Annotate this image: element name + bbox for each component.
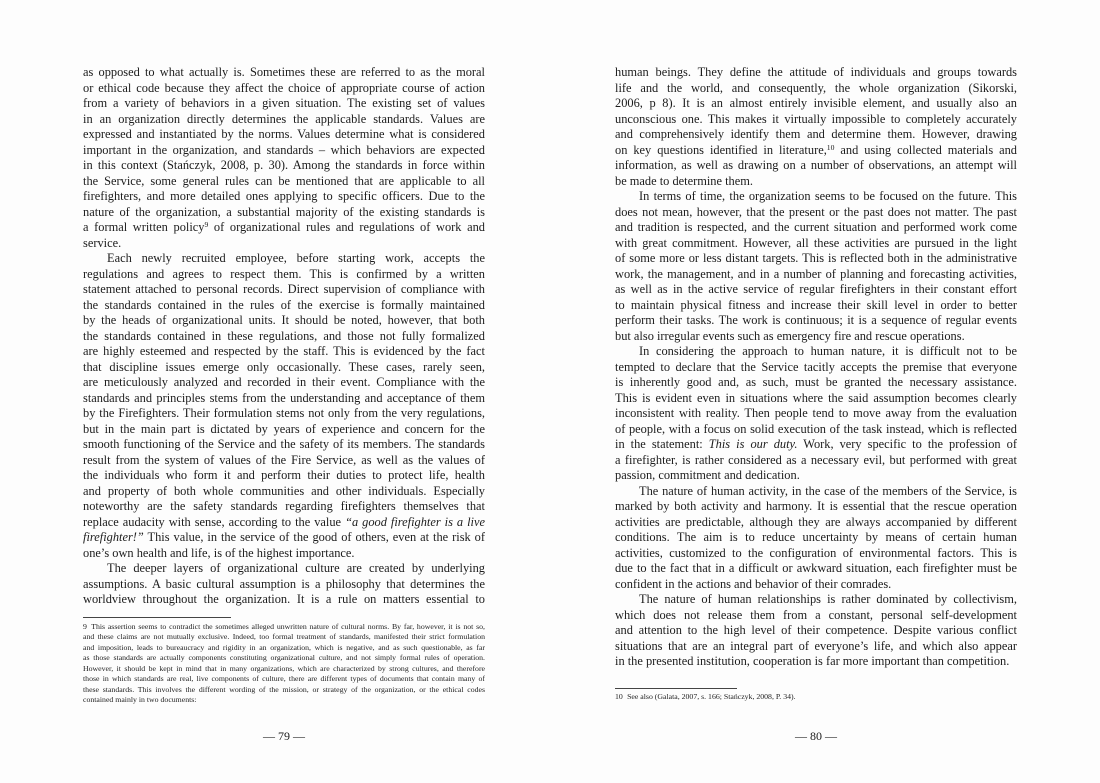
text-line: important in the organization, and standards – which behaviors are expected <box>83 142 485 157</box>
text-line: or ethical code because they affect the choice of appropriate course of action <box>83 80 485 95</box>
text-line: by the Firefighters. Their formulation stems not only from the very regulations, <box>83 406 485 420</box>
text-line: activities are predictable, although they are always accompanied by different <box>615 514 1017 529</box>
text-line: The deeper layers of organizational culture are created by underlying <box>107 561 485 575</box>
text-line: one’s own health and life, is of the highest importance. <box>83 545 355 560</box>
text-line: due to the fact that in a difficult or awkward situation, each firefighter must be <box>615 561 1017 575</box>
text-line: Each newly recruited employee, before starting work, accepts the <box>107 251 485 265</box>
footnote-line: those in which standards are real, live components of culture, there are different types of documents that contain many of <box>83 674 485 684</box>
text-line: as well as in the active service of regular firefighters in their constant effort <box>615 282 1017 296</box>
footnote-rule <box>83 617 231 618</box>
text-line: perform their tasks. The work is continuous; it is a sequence of regular events <box>615 313 1017 327</box>
footnote-marker: 9 <box>204 219 209 229</box>
text-line: in this context (Stańczyk, 2008, p. 30). Among the standards in force within <box>83 158 485 172</box>
text-line: confident in the actions and behavior of their comrades. <box>615 576 892 591</box>
footnote-rule <box>615 688 737 689</box>
italic-quote: firefighter!” <box>83 530 144 544</box>
text-segment: This value, in the service of the good of others, even at the risk of <box>143 530 485 544</box>
text-line: In terms of time, the organization seems to be focused on the future. This <box>639 189 1017 203</box>
text-line: a firefighter, is rather considered as a necessary evil, but performed with great <box>615 452 1017 467</box>
page-left-body <box>83 65 485 608</box>
text-line <box>615 437 1017 453</box>
text-line: firefighters, and more detailed ones applying to specific officers. Due to the <box>83 189 485 203</box>
footnote-line: and these claims are not mutually exclusive. Indeed, too formal treatment of standards, manifested their strict formulation <box>83 632 485 642</box>
paragraph <box>83 561 485 608</box>
text-line: noteworthy are the safety standards regarding firefighters themselves that <box>83 499 485 513</box>
paragraph <box>615 484 1017 593</box>
text-line: human beings. They define the attitude of individuals and groups towards <box>615 65 1017 79</box>
text-line: is inherently good and, as such, must be granted the necessary assistance. <box>615 375 1017 389</box>
text-line: work, the management, and in a number of planning and forecasting activities, <box>615 266 1017 281</box>
text-line: the individuals who form it and perform their duties to protect life, health <box>83 468 485 482</box>
text-line: regulations and agrees to respect them. This is confirmed by a written <box>83 266 485 281</box>
text-line <box>83 530 485 546</box>
text-line <box>83 220 485 236</box>
text-line: nature of the organization, a substantial majority of the existing standards is <box>83 204 485 219</box>
text-line: with great commitment. However, all these activities are pursued in the light <box>615 235 1017 250</box>
footnote-number: 9 <box>83 622 87 631</box>
text-line: activities, customized to the configuration of environmental factors. This is <box>615 545 1017 560</box>
text-line: information, as well as drawing on a number of observations, an attempt will <box>615 158 1017 172</box>
text-line: statement attached to personal records. Direct supervision of compliance with <box>83 282 485 296</box>
footnote-line <box>615 692 1017 702</box>
footnote-line: contained mainly in two documents: <box>83 695 197 705</box>
paragraph <box>83 251 485 561</box>
text-line: are meticulously analyzed and recorded in their event. Compliance with the <box>83 375 485 389</box>
text-line: result from the system of values of the Fire Service, as well as the values of <box>83 452 485 467</box>
footnote-line <box>83 622 485 632</box>
paragraph <box>615 592 1017 670</box>
text-line: worldview throughout the organization. It is a rule on matters essential to <box>83 592 485 606</box>
text-line: This is evident even in situations where the said assumption becomes clearly <box>615 390 1017 405</box>
footnote-text: See also (Galata, 2007, s. 166; Stańczyk, 2008, P. 34). <box>627 692 796 701</box>
text-line: in an organization directly determines the applicable standards. Values are <box>83 111 485 126</box>
paragraph <box>615 344 1017 484</box>
paragraph <box>615 189 1017 344</box>
page-right-body <box>615 65 1017 670</box>
text-line: marked by both activity and harmony. It is essential that the rescue operation <box>615 499 1017 513</box>
text-line: and comprehensively identify them and determine them. However, drawing <box>615 127 1017 141</box>
text-line: the Service, some general rules can be mentioned that are applicable to all <box>83 173 485 188</box>
text-line: conditions. The aim is to reduce uncertainty by means of certain human <box>615 530 1017 544</box>
page-number: — 79 — <box>263 729 305 743</box>
text-line: service. <box>83 235 122 250</box>
text-line: in the presented institution, cooperation is far more important than competition. <box>615 654 1010 668</box>
text-segment: of organizational rules and regulations of work and <box>208 220 485 234</box>
text-line: from a variety of behaviors in a given situation. The existing set of values <box>83 96 485 110</box>
footnote-line: these standards. This involves the different wording of the mission, or strategy of the organization, or the ethical codes <box>83 684 485 694</box>
text-line: The nature of human relationships is rather dominated by collectivism, <box>639 592 1017 606</box>
text-line: passion, commitment and dedication. <box>615 468 800 482</box>
text-line: the standards contained in the rules of the exercise is formally maintained <box>83 297 485 312</box>
text-line: life and the world, and consequently, the whole organization (Sikorski, <box>615 80 1017 95</box>
text-line: 2006, p 8). It is an almost entirely invisible element, and usually also an <box>615 96 1017 110</box>
footnote-line: and imposition, leads to bureaucracy and rigidity in an organization, which is negative, and as such questionable, as far <box>83 642 485 652</box>
text-line: and tradition is respected, and the current situation and performed work come <box>615 220 1017 234</box>
text-line: of people, with a focus on solid execution of the task instead, which is reflected <box>615 421 1017 436</box>
text-line: and property of both whole communities and other individuals. Especially <box>83 483 485 498</box>
page-number: — 80 — <box>795 729 837 743</box>
text-line: to maintain physical fitness and increase their skill level in order to better <box>615 297 1017 312</box>
text-line: standards and principles stems from the understanding and acceptance of them <box>83 390 485 405</box>
footnote-marker: 10 <box>826 142 835 152</box>
text-segment: a formal written policy <box>83 220 205 234</box>
text-line: and attention to the high level of their competence. Despite various conflict <box>615 623 1017 637</box>
text-segment: in the statement: <box>615 437 709 451</box>
footnote-text: This assertion seems to contradict the sometimes alleged unwritten nature of cultural norms. By far, however, it is not so, <box>91 622 485 631</box>
footnote <box>83 622 485 706</box>
text-segment: and using collected materials and <box>834 142 1017 157</box>
italic-quote: “a good firefighter is a live <box>345 514 485 529</box>
footnote-number: 10 <box>615 692 623 701</box>
text-line: but also irregular events such as emergency fire and rescue operations. <box>615 328 965 343</box>
text-line: inconsistent with reality. Then people tend to move away from the evaluation <box>615 406 1017 420</box>
paragraph <box>83 65 485 251</box>
italic-phrase: This is our duty. <box>708 437 798 451</box>
text-segment: on key questions identified in literature, <box>615 142 827 157</box>
text-line: are highly esteemed and respected by the staff. This is evidenced by the fact <box>83 344 485 358</box>
text-line <box>615 143 1017 159</box>
text-segment: replace audacity with sense, according to the value <box>83 514 346 529</box>
text-line: situations that are an integral part of everyone’s life, and which also appear <box>615 638 1017 653</box>
text-line: that discipline issues emerge only occasionally. These cases, rarely seen, <box>83 359 485 374</box>
text-line: tempted to declare that the Service tacitly accepts the premise that everyone <box>615 359 1017 374</box>
text-segment: Work, very specific to the profession of <box>797 437 1017 451</box>
text-line: does not mean, however, that the present or the past does not matter. The past <box>615 204 1017 219</box>
text-line: expressed and instantiated by the norms. Values determine what is considered <box>83 127 485 141</box>
footnote-line: However, it should be kept in mind that in many organizations, which are characterized by strong cultures, and therefore <box>83 663 485 673</box>
text-line: be made to determine them. <box>615 173 753 188</box>
text-line: but in the main part is dictated by years of experience and concern for the <box>83 421 485 436</box>
text-line <box>83 515 485 531</box>
text-line: smooth functioning of the Service and the safety of its members. The standards <box>83 437 485 451</box>
text-line: of some more or less distant targets. This is reflected both in the administrative <box>615 251 1017 265</box>
footnote <box>615 692 1017 702</box>
text-line: by the heads of organizational units. It should be noted, however, that both <box>83 313 485 327</box>
text-line: In considering the approach to human nature, it is difficult not to be <box>639 344 1017 358</box>
text-line: which does not release them from a constant, personal self-development <box>615 607 1017 622</box>
text-line: The nature of human activity, in the case of the members of the Service, is <box>639 483 1017 498</box>
text-line: as opposed to what actually is. Sometimes these are referred to as the moral <box>83 65 485 79</box>
text-line: assumptions. A basic cultural assumption is a philosophy that determines the <box>83 576 485 591</box>
text-line: the standards contained in these regulations, and those not fully formalized <box>83 328 485 343</box>
footnote-line: as those standards are actually components constituting organizational culture, and not simply formal rules of operation. <box>83 653 485 663</box>
paragraph <box>615 65 1017 189</box>
text-line: unconscious one. This makes it virtually impossible to completely accurately <box>615 111 1017 126</box>
